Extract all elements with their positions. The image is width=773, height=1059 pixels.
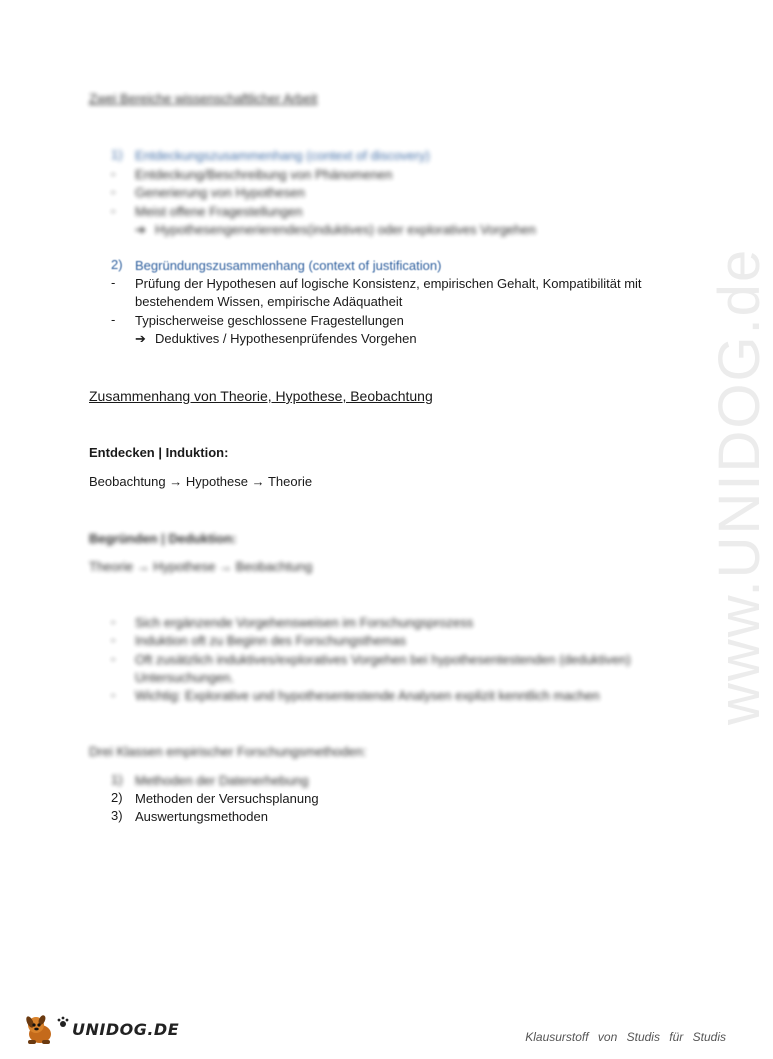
section2-bullet-3-cont: Untersuchungen.	[135, 670, 235, 685]
watermark-text: www.UNIDOG.de	[707, 247, 772, 725]
dash-glyph: -	[111, 312, 116, 327]
dash-glyph: -	[111, 614, 116, 629]
dog-mascot-icon	[22, 1012, 58, 1046]
footer-tagline: Klausurstoff von Studis für Studis	[525, 1030, 726, 1044]
section2-bullet-1: Sich ergänzende Vorgehensweisen im Forschungsprozess	[135, 615, 474, 630]
dash-glyph: -	[111, 203, 116, 218]
arrow-icon: ➔	[135, 222, 146, 237]
item1-title: Entdeckungszusammenhang (context of discovery)	[135, 148, 430, 163]
logo-text: UNIDOG.DE	[72, 1019, 180, 1039]
section3-item1-text: Methoden der Datenerhebung	[135, 773, 309, 788]
section3-item1-num: 1)	[111, 772, 123, 787]
item1-bullet-3: Meist offene Fragestellungen	[135, 204, 303, 219]
dash-glyph: -	[111, 651, 116, 666]
item2-title: Begründungszusammenhang (context of justification)	[135, 258, 442, 273]
unidog-logo	[22, 1012, 179, 1046]
item1-arrow-line	[135, 221, 536, 239]
section3-item2-num: 2)	[111, 790, 123, 805]
section3-item3-num: 3)	[111, 808, 123, 823]
section2-heading: Zusammenhang von Theorie, Hypothese, Beobachtung	[89, 388, 433, 404]
dash-glyph: -	[111, 632, 116, 647]
item1-num: 1)	[111, 147, 123, 162]
dash-glyph: -	[111, 687, 116, 702]
item1-arrow-text: Hypothesengenerierendes(induktives) oder exploratives Vorgehen	[155, 222, 536, 237]
induction-label: Entdecken | Induktion:	[89, 445, 229, 460]
section2-bullet-2: Induktion oft zu Beginn des Forschungsthemas	[135, 633, 406, 648]
dash-glyph: -	[111, 166, 116, 181]
item2-bullet2: Typischerweise geschlossene Fragestellungen	[135, 313, 404, 328]
item2-bullet1-line2: bestehendem Wissen, empirische Adäquatheit	[135, 294, 403, 309]
item2-arrow-line	[135, 330, 417, 348]
dash-glyph: -	[111, 184, 116, 199]
section3-heading: Drei Klassen empirischer Forschungsmethoden:	[89, 744, 367, 759]
paw-icon	[56, 1016, 70, 1028]
item1-bullet-1: Entdeckung/Beschreibung von Phänomenen	[135, 167, 393, 182]
dash-glyph: -	[111, 275, 116, 290]
section1-heading: Zwei Bereiche wissenschaftlicher Arbeit	[89, 91, 318, 106]
arrow-icon: ➔	[135, 331, 146, 346]
section3-item3-text: Auswertungsmethoden	[135, 809, 268, 824]
section3-item2-text: Methoden der Versuchsplanung	[135, 791, 319, 806]
deduction-chain: Theorie → Hypothese → Beobachtung	[89, 559, 313, 574]
section2-bullet-4: Wichtig: Explorative und hypothesentestende Analysen explizit kenntlich machen	[135, 688, 600, 703]
item2-num: 2)	[111, 257, 123, 272]
item2-arrow-text: Deduktives / Hypothesenprüfendes Vorgehen	[155, 331, 417, 346]
item2-bullet1-line1: Prüfung der Hypothesen auf logische Konsistenz, empirischen Gehalt, Kompatibilität mit	[135, 276, 642, 291]
section2-bullet-3: Oft zusätzlich induktives/exploratives Vorgehen bei hypothesentestenden (deduktiven)	[135, 652, 631, 667]
item1-bullet-2: Generierung von Hypothesen	[135, 185, 305, 200]
induction-chain: Beobachtung → Hypothese → Theorie	[89, 474, 313, 489]
deduction-label: Begründen | Deduktion:	[89, 531, 237, 546]
